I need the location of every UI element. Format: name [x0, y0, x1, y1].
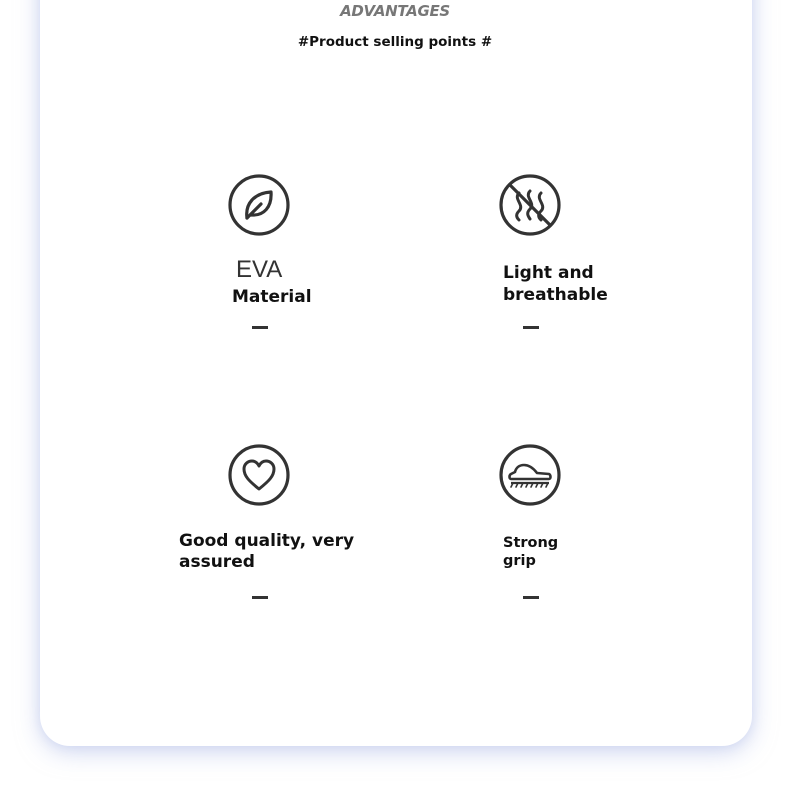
leaf-icon	[228, 174, 290, 236]
breathable-label-line-1: Light and	[503, 263, 594, 283]
content-card	[40, 0, 752, 746]
slipper-icon	[499, 444, 561, 506]
eva-label: EVA	[236, 256, 283, 283]
heart-icon	[228, 444, 290, 506]
material-label: Material	[232, 287, 312, 307]
no-heat-waves-icon	[499, 174, 561, 236]
quality-label-line-2: assured	[179, 552, 255, 572]
feature-divider	[523, 326, 539, 329]
breathable-label	[503, 262, 608, 306]
feature-divider	[252, 596, 268, 599]
quality-label	[179, 531, 354, 573]
breathable-label-line-2: breathable	[503, 285, 608, 305]
section-title: ADVANTAGES	[340, 2, 450, 20]
grip-label-line-2: grip	[503, 553, 536, 569]
grip-label-line-1: Strong	[503, 535, 559, 551]
feature-divider	[252, 326, 268, 329]
quality-label-line-1: Good quality, very	[179, 531, 355, 551]
feature-divider	[523, 596, 539, 599]
grip-label	[503, 534, 558, 570]
section-subtitle: #Product selling points #	[297, 34, 493, 50]
